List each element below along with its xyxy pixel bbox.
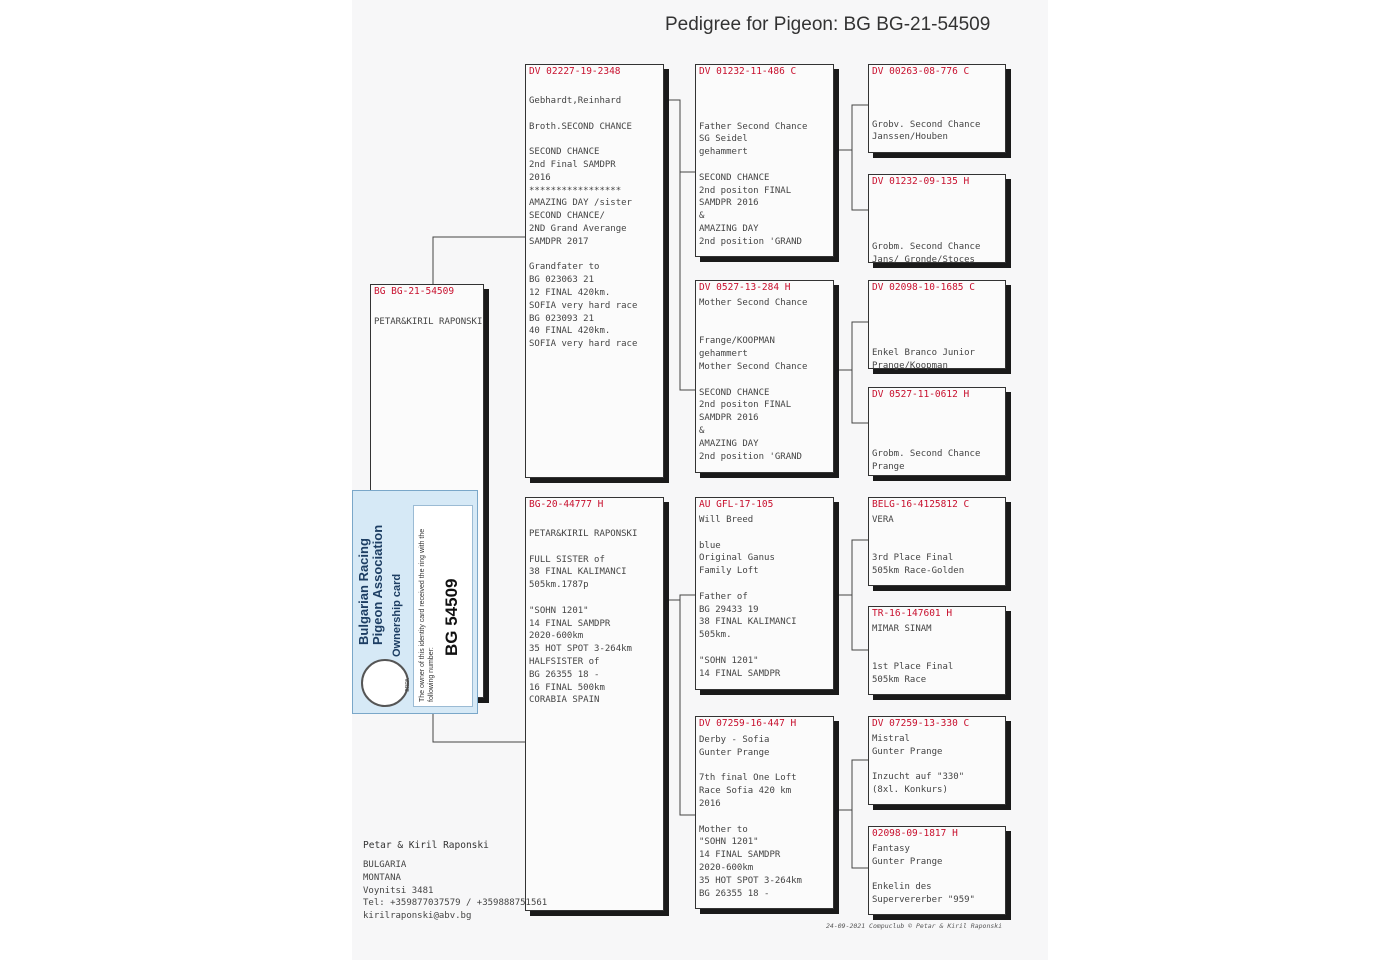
ring-number: DV 07259-13-330 C — [872, 718, 970, 729]
pedigree-card-dam-dam[interactable] — [695, 716, 834, 909]
card-details: Derby - Sofia Gunter Prange 7th final One Loft Race Sofia 420 km 2016 Mother to "SOHN 1201" 14 FINAL SAMDPR 2020-600km 35 HOT SPOT 3-264km BG 26355 18 - — [699, 735, 802, 899]
pedigree-card-sire-dam[interactable] — [695, 280, 834, 473]
pedigree-card-g4-8[interactable] — [868, 826, 1006, 915]
card-details: Mother Second Chance Frange/KOOPMAN gehammert Mother Second Chance SECOND CHANCE 2nd positon FINAL SAMDPR 2016 & AMAZING DAY 2nd position 'GRAND — [699, 298, 808, 462]
ring-number: DV 00263-08-776 C — [872, 66, 970, 77]
pedigree-card-g4-3[interactable] — [868, 280, 1006, 372]
card-details: Fantasy Gunter Prange Enkelin des Supervererber "959" — [872, 844, 975, 906]
ring-number: DV 0527-13-284 H — [699, 282, 791, 293]
owner-address: BULGARIA MONTANA Voynitsi 3481 Tel: +359877037579 / +359888751561 kirilraponski@abv.bg — [363, 860, 548, 922]
ownership-statement: The owner of this identity card received the ring with the following number: — [419, 528, 435, 702]
ring-number: BG-20-44777 H — [529, 499, 604, 510]
card-details: Father Second Chance SG Seidel gehammert SECOND CHANCE 2nd positon FINAL SAMDPR 2016 & AMAZING DAY 2nd position 'GRAND — [699, 121, 808, 247]
card-details: PETAR&KIRIL RAPONSKI FULL SISTER of 38 FINAL KALIMANCI 505km.1787p "SOHN 1201" 14 FINAL SAMDPR 2020-600km 35 HOT SPOT 3-264km HALFSISTER of BG 26355 18 - 16 FINAL 500km CORABIA SPAIN — [529, 529, 638, 706]
card-details: Enkel Branco Junior Prange/Koopman — [872, 348, 975, 372]
card-details: PETAR&KIRIL RAPONSKI — [374, 317, 483, 327]
card-details: Grobm. Second Chance Prange — [872, 449, 981, 472]
ring-number: DV 02098-10-1685 C — [872, 282, 975, 293]
ring-number: DV 01232-09-135 H — [872, 176, 970, 187]
card-details: Mistral Gunter Prange Inzucht auf "330" (8xl. Konkurs) — [872, 734, 965, 796]
card-details: MIMAR SINAM 1st Place Final 505km Race — [872, 624, 954, 686]
pedigree-card-g4-6[interactable] — [868, 606, 1006, 695]
footer-credit: 24-09-2021 Compuclub © Petar & Kiril Raponski — [826, 922, 1003, 930]
owner-name: Petar & Kiril Raponski — [363, 840, 489, 851]
card-details: Grobm. Second Chance Jans/ Gronde/Stoces — [872, 242, 981, 266]
pedigree-card-g4-2[interactable] — [868, 174, 1006, 266]
ring-number: BELG-16-4125812 C — [872, 499, 970, 510]
page-title: Pedigree for Pigeon: BG BG-21-54509 — [665, 14, 991, 35]
ring-number: DV 07259-16-447 H — [699, 718, 797, 729]
pedigree-card-sire-sire[interactable] — [695, 64, 834, 257]
pedigree-card-dam[interactable] — [525, 497, 664, 911]
ring-number: DV 0527-11-0612 H — [872, 389, 970, 400]
ring-number: AU GFL-17-105 — [699, 499, 774, 510]
ring-number: TR-16-147601 H — [872, 608, 953, 619]
pedigree-card-g4-5[interactable] — [868, 497, 1006, 586]
ring-number: BG BG-21-54509 — [374, 286, 455, 297]
card-details: Grobv. Second Chance Janssen/Houben — [872, 119, 981, 143]
pedigree-card-g4-7[interactable] — [868, 716, 1006, 805]
ring-number: DV 02227-19-2348 — [529, 66, 621, 77]
pedigree-card-g4-4[interactable] — [868, 387, 1006, 476]
association-name: Bulgarian Racing Pigeon Association — [356, 524, 385, 645]
ring-number: 02098-09-1817 H — [872, 828, 958, 839]
card-details: VERA 3rd Place Final 505km Race-Golden — [872, 515, 965, 577]
ring-number-panel — [413, 505, 473, 707]
pedigree-card-dam-sire[interactable] — [695, 497, 834, 690]
card-title: Ownership card — [391, 573, 403, 657]
pedigree-card-sire[interactable] — [525, 64, 664, 478]
card-details: Will Breed blue Original Ganus Family Loft Father of BG 29433 19 38 FINAL KALIMANCI 505km. "SOHN 1201" 14 FINAL SAMDPR — [699, 515, 797, 679]
ring-number: DV 01232-11-486 C — [699, 66, 797, 77]
card-details: Gebhardt,Reinhard Broth.SECOND CHANCE SECOND CHANCE 2nd Final SAMDPR 2016 ***************** AMAZING DAY /sister SECOND CHANCE/ 2ND Grand Averange SAMDPR 2017 Grandfater to BG 023063 21 12 FINAL 420km. SOFIA very hard race BG 023093 21 40 FINAL 420km. SOFIA very hard race — [529, 96, 638, 350]
ownership-card — [352, 490, 478, 714]
logo-text: BRPA — [405, 678, 411, 692]
ring-number-value: BG 54509 — [442, 578, 461, 656]
association-logo-icon — [361, 659, 409, 707]
pedigree-card-g4-1[interactable] — [868, 64, 1006, 153]
